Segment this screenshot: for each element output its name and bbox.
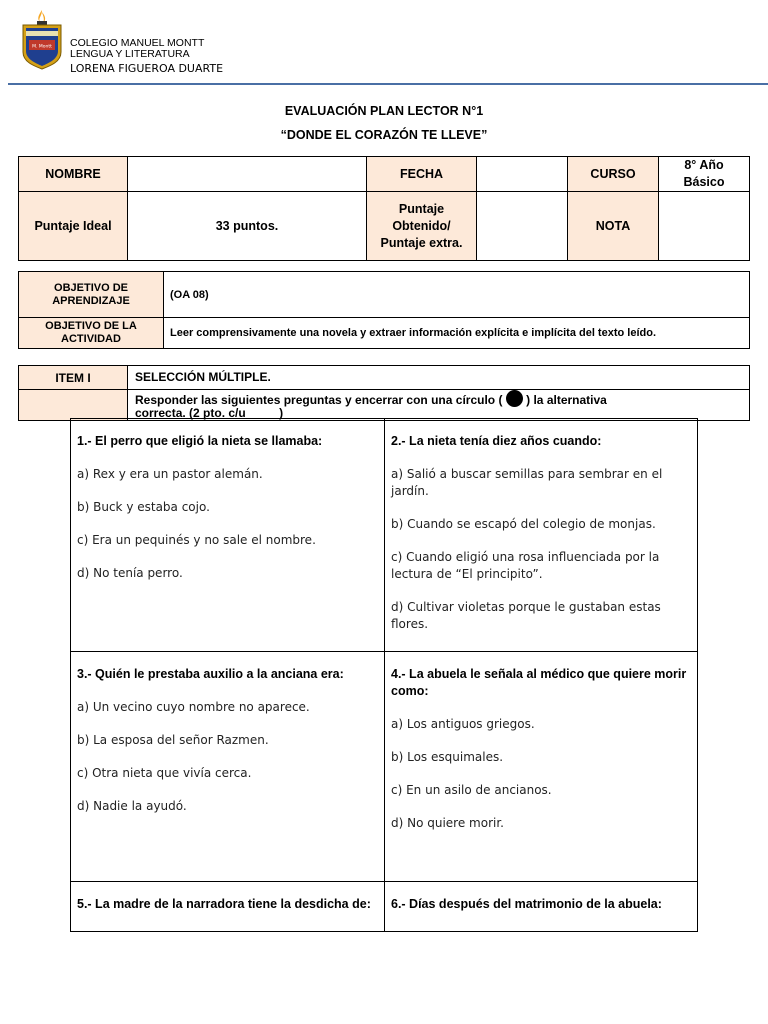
item-type: SELECCIÓN MÚLTIPLE. — [128, 366, 750, 390]
question-text: 5.- La madre de la narradora tiene la desdicha de: — [77, 897, 371, 911]
question-cell — [385, 652, 698, 882]
option-b[interactable]: b) Buck y estaba cojo. — [77, 500, 210, 514]
option-b[interactable]: b) La esposa del señor Razmen. — [77, 733, 269, 747]
question-text: 3.- Quién le prestaba auxilio a la anciana era: — [77, 667, 344, 681]
instruction-part1: Responder las siguientes preguntas y encerrar con una círculo ( — [135, 393, 503, 407]
question-text: 4.- La abuela le señala al médico que quiere morir como: — [391, 667, 687, 698]
option-c[interactable]: c) En un asilo de ancianos. — [391, 783, 552, 797]
school-name-block — [70, 38, 204, 60]
curso-label: CURSO — [568, 157, 659, 192]
option-a[interactable]: a) Los antiguos griegos. — [391, 717, 535, 731]
questions-grid — [70, 418, 698, 932]
option-d[interactable]: d) No quiere morir. — [391, 816, 504, 830]
option-a[interactable]: a) Salió a buscar semillas para sembrar en el jardín. — [391, 467, 663, 498]
page-title: EVALUACIÓN PLAN LECTOR N°1 — [284, 104, 484, 118]
puntaje-obtenido-line2: Obtenido/ — [392, 218, 451, 233]
oa-label-line1: OBJETIVO DE — [54, 281, 128, 294]
curso-value — [659, 157, 750, 192]
instruction-part2: ) la alternativa — [526, 393, 607, 407]
instruction-line2: correcta. (2 pto. c/u_____) — [135, 406, 284, 420]
nota-label: NOTA — [568, 192, 659, 261]
question-cell — [385, 419, 698, 652]
item-table — [18, 365, 750, 421]
fecha-field[interactable] — [477, 157, 568, 192]
puntaje-obtenido-line3: Puntaje extra. — [380, 235, 463, 250]
oa-value: (OA 08) — [164, 272, 750, 318]
option-d[interactable]: d) Cultivar violetas porque le gustaban estas flores. — [391, 600, 661, 631]
subject-name: LENGUA Y LITERATURA — [70, 48, 190, 60]
page-subtitle: “DONDE EL CORAZÓN TE LLEVE” — [280, 128, 488, 142]
nombre-field[interactable] — [128, 157, 367, 192]
question-text: 1.- El perro que eligió la nieta se llamaba: — [77, 434, 323, 448]
question-cell — [385, 882, 698, 932]
nota-field[interactable] — [659, 192, 750, 261]
option-c[interactable]: c) Era un pequinés y no sale el nombre. — [77, 533, 316, 547]
puntaje-obtenido-label — [367, 192, 477, 261]
header-divider — [8, 83, 768, 85]
filled-circle-icon — [506, 390, 523, 407]
curso-value-line2: Básico — [683, 175, 725, 189]
option-b[interactable]: b) Los esquimales. — [391, 750, 504, 764]
question-cell — [71, 419, 385, 652]
option-a[interactable]: a) Rex y era un pastor alemán. — [77, 467, 263, 481]
question-cell — [71, 652, 385, 882]
objectives-table — [18, 271, 750, 349]
puntaje-obtenido-line1: Puntaje — [398, 201, 445, 216]
school-name: COLEGIO MANUEL MONTT — [70, 37, 205, 49]
item-label: ITEM I — [19, 366, 128, 390]
option-d[interactable]: d) Nadie la ayudó. — [77, 799, 187, 813]
item-instruction — [128, 390, 750, 421]
activity-objective-label — [19, 318, 164, 349]
student-info-table — [18, 156, 750, 261]
question-cell — [71, 882, 385, 932]
activity-label-line1: OBJETIVO DE LA — [45, 320, 137, 332]
puntaje-ideal-value: 33 puntos. — [128, 192, 367, 261]
teacher-name: LORENA FIGUEROA DUARTE — [70, 62, 224, 75]
nombre-label: NOMBRE — [19, 157, 128, 192]
option-b[interactable]: b) Cuando se escapó del colegio de monjas. — [391, 517, 656, 531]
option-c[interactable]: c) Otra nieta que vivía cerca. — [77, 766, 252, 780]
item-instruction-spacer — [19, 390, 128, 421]
option-a[interactable]: a) Un vecino cuyo nombre no aparece. — [77, 700, 310, 714]
option-d[interactable]: d) No tenía perro. — [77, 566, 183, 580]
fecha-label: FECHA — [367, 157, 477, 192]
svg-text:M. Montt: M. Montt — [32, 44, 52, 50]
curso-value-line1: 8° Año — [684, 158, 724, 172]
question-text: 6.- Días después del matrimonio de la abuela: — [391, 897, 662, 911]
oa-label — [19, 272, 164, 318]
activity-objective-value: Leer comprensivamente una novela y extraer información explícita e implícita del texto leído. — [164, 318, 750, 349]
puntaje-ideal-label: Puntaje Ideal — [19, 192, 128, 261]
option-c[interactable]: c) Cuando eligió una rosa influenciada por la lectura de “El principito”. — [391, 550, 660, 581]
puntaje-obtenido-field[interactable] — [477, 192, 568, 261]
school-crest-logo — [20, 8, 64, 70]
question-text: 2.- La nieta tenía diez años cuando: — [391, 434, 602, 448]
activity-label-line2: ACTIVIDAD — [61, 333, 121, 345]
oa-label-line2: APRENDIZAJE — [52, 294, 130, 307]
